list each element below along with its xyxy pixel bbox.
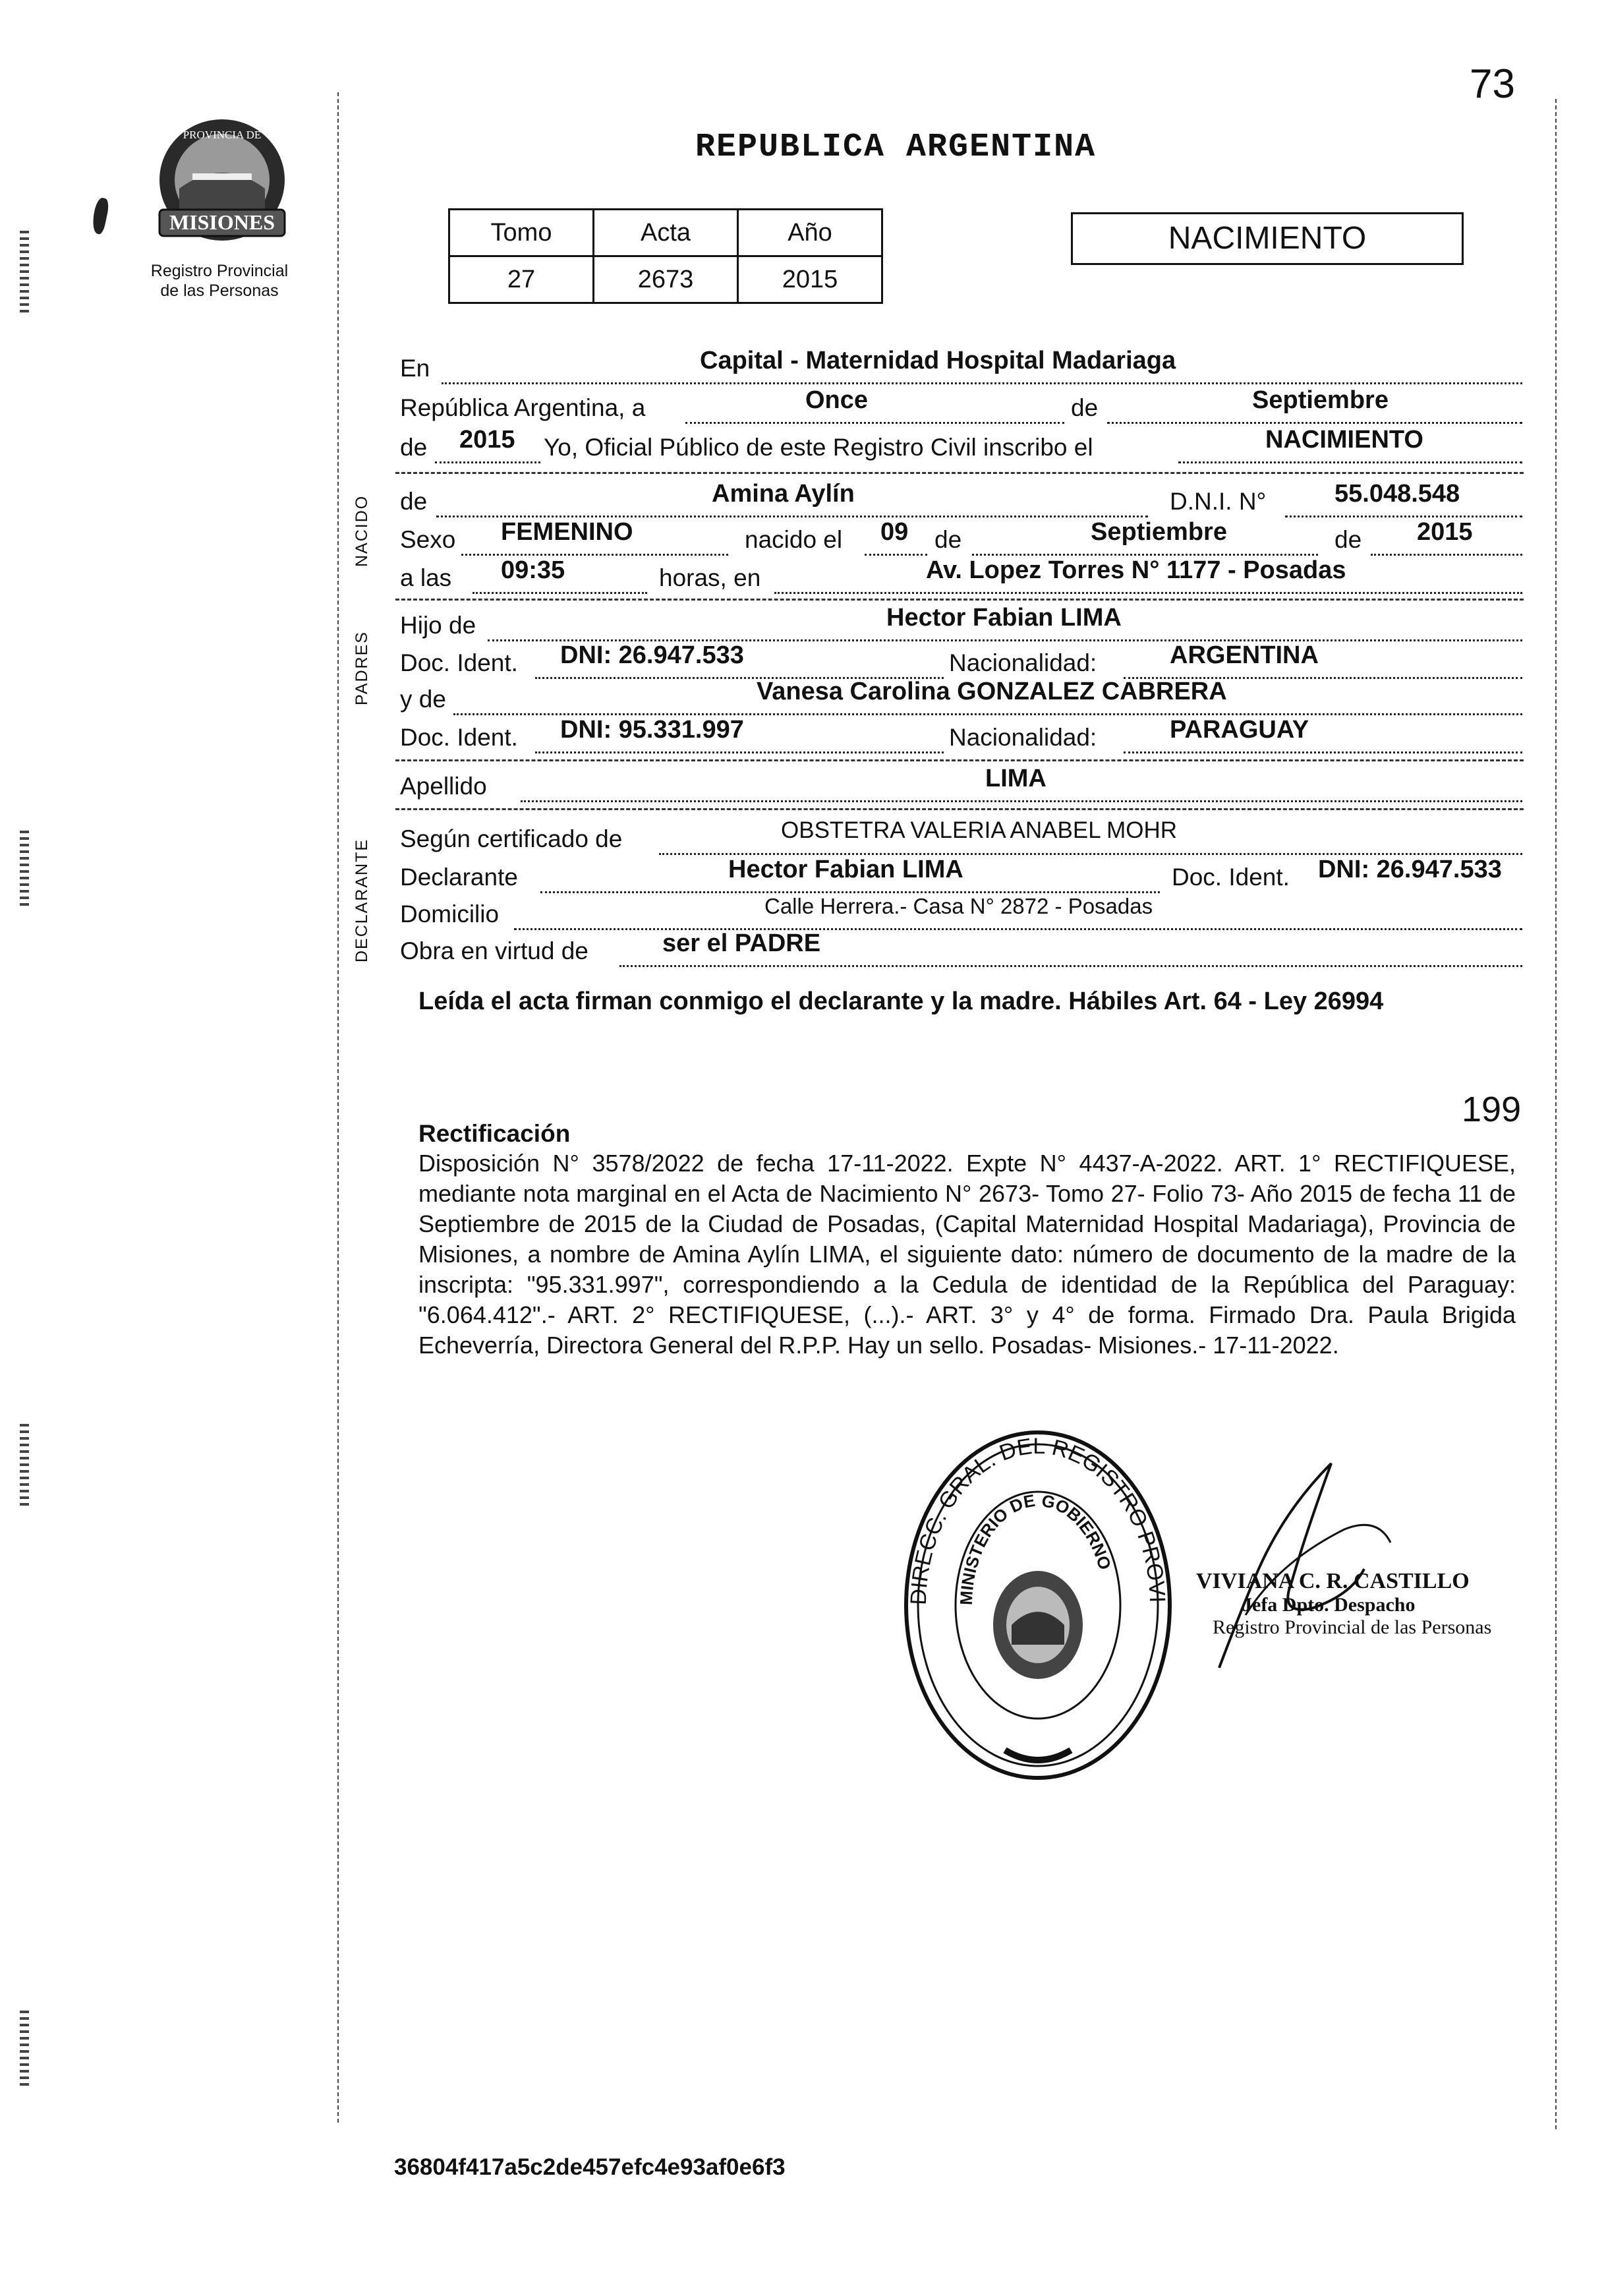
ink-mark <box>90 197 111 235</box>
page-title: REPUBLICA ARGENTINA <box>695 129 1097 166</box>
surname-label: Apellido <box>400 773 487 800</box>
header-acta: Acta <box>594 210 738 256</box>
logo-banner-text: MISIONES <box>169 210 275 234</box>
value-acta: 2673 <box>594 256 738 303</box>
reference-header-row <box>449 210 882 256</box>
cert-value: OBSTETRA VALERIA ANABEL MOHR <box>781 817 1178 843</box>
birth-month: Septiembre <box>1091 518 1227 546</box>
mother-doc-dots <box>535 751 944 753</box>
hijo-label: Hijo de <box>400 612 476 639</box>
right-margin-rule <box>1555 99 1557 2129</box>
logo-arc-text: PROVINCIA DE <box>183 129 262 141</box>
section-label-nacido: NACIDO <box>353 494 371 567</box>
address-dots <box>774 592 1522 594</box>
province-logo <box>146 111 298 256</box>
date-de-label: de <box>1071 394 1099 421</box>
separator-2 <box>395 599 1524 601</box>
birth-day: 09 <box>880 518 909 546</box>
section-label-declarante: DECLARANTE <box>353 838 371 962</box>
mother-dots <box>453 713 1522 715</box>
year-de-label: de <box>400 434 428 461</box>
official-seal <box>900 1427 1176 1783</box>
birth-day-dots <box>865 554 927 556</box>
obra-label: Obra en virtud de <box>400 937 588 964</box>
cert-dots <box>659 853 1522 855</box>
year-act-dots <box>1178 461 1522 463</box>
value-anio: 2015 <box>738 256 882 303</box>
child-name-dots <box>436 515 1148 517</box>
obra-value: ser el PADRE <box>662 929 821 957</box>
birth-de2-label: de <box>1334 526 1362 553</box>
time-label: a las <box>400 564 452 591</box>
left-margin-rule <box>337 92 339 2123</box>
father-nationality: ARGENTINA <box>1170 641 1319 669</box>
surname-value: LIMA <box>985 765 1047 792</box>
mother-nat-dots <box>1124 751 1522 753</box>
rectification-heading: Rectificación <box>418 1120 571 1147</box>
child-name: Amina Aylín <box>712 480 855 508</box>
signature-stamp <box>1196 1569 1491 1639</box>
child-dni-label: D.N.I. N° <box>1170 488 1267 515</box>
reference-table <box>448 208 883 304</box>
mother-name: Vanesa Carolina GONZALEZ CABRERA <box>757 678 1227 705</box>
page-number: 73 <box>1470 61 1515 107</box>
time-value: 09:35 <box>501 556 565 584</box>
domicile-label: Domicilio <box>400 900 500 927</box>
reference-value-row <box>449 256 882 303</box>
nacido-label: nacido el <box>745 526 843 553</box>
date-day: Once <box>805 386 869 414</box>
separator-4 <box>395 808 1524 810</box>
year-value: 2015 <box>459 426 515 454</box>
birth-year: 2015 <box>1417 518 1473 546</box>
place-value: Capital - Maternidad Hospital Madariaga <box>700 347 1176 374</box>
declarant-dots <box>540 891 1160 893</box>
child-dni-dots <box>1285 515 1522 517</box>
header-anio: Año <box>738 210 882 256</box>
stamp-role: Jefa Dpto. Despacho <box>1242 1594 1416 1616</box>
logo-caption-line2: de las Personas <box>160 281 279 300</box>
seal-inner-textpath: MINISTERIO DE GOBIERNO <box>956 1490 1116 1606</box>
obra-dots <box>619 965 1522 967</box>
act-type-box: NACIMIENTO <box>1071 212 1464 265</box>
sexo-label: Sexo <box>400 526 456 553</box>
mother-doc: DNI: 95.331.997 <box>560 716 744 744</box>
declarant-doc-label: Doc. Ident. <box>1172 864 1290 891</box>
rectification-text: Disposición N° 3578/2022 de fecha 17-11-2022. Expte N° 4437-A-2022. ART. 1° RECTIFIQUESE, mediante nota marginal en el Acta de Nacimiento N° 2673- Tomo 27- Folio 73- Año 2015 de fecha 11 de Septiembre de 2015 de la Ciudad de Posadas, (Capital Maternidad Hospital Madariaga), Provincia de Misiones, a nombre de Amina Aylín LIMA, el siguiente dato: número de documento de la madre de la inscripta: "95.331.997", correspondiendo a la Cedula de identidad de la República del Paraguay: "6.064.412".- ART. 2° RECTIFIQUESE, (...).- ART. 3° y 4° de forma. Firmado Dra. Paula Brigida Echeverría, Directora General del R.P.P. Hay un sello. Posadas- Misiones.- 17-11-2022. <box>418 1150 1516 1359</box>
horas-label: horas, en <box>659 564 761 591</box>
sexo-dots <box>461 554 728 556</box>
section-label-padres: PADRES <box>353 631 371 705</box>
left-margin-marks <box>20 218 46 2195</box>
mother-nationality: PARAGUAY <box>1170 716 1309 744</box>
declarant-name: Hector Fabian LIMA <box>728 856 963 883</box>
place-label: En <box>400 355 430 382</box>
child-dni: 55.048.548 <box>1334 480 1460 508</box>
separator-1 <box>395 472 1524 474</box>
birth-address: Av. Lopez Torres N° 1177 - Posadas <box>926 556 1346 584</box>
header-tomo: Tomo <box>449 210 594 256</box>
child-de-label: de <box>400 488 428 515</box>
logo-caption-line1: Registro Provincial <box>150 262 289 280</box>
domicile-value: Calle Herrera.- Casa N° 2872 - Posadas <box>764 894 1153 918</box>
date-month: Septiembre <box>1252 386 1389 414</box>
year-dots <box>435 461 540 463</box>
separator-3 <box>395 759 1524 761</box>
closing-note: Leída el acta firman conmigo el declarante y la madre. Hábiles Art. 64 - Ley 26994 <box>418 987 1384 1015</box>
value-tomo: 27 <box>449 256 594 303</box>
document-hash: 36804f417a5c2de457efc4e93af0e6f3 <box>394 2154 786 2180</box>
declarant-label: Declarante <box>400 864 518 891</box>
date-month-dots <box>1107 422 1522 424</box>
birth-de1-label: de <box>934 526 962 553</box>
sexo-value: FEMENINO <box>501 518 633 546</box>
father-name: Hector Fabian LIMA <box>886 604 1122 632</box>
stamp-office: Registro Provincial de las Personas <box>1213 1616 1492 1638</box>
year-act-value: NACIMIENTO <box>1265 426 1423 454</box>
mother-nat-label: Nacionalidad: <box>949 724 1097 751</box>
declarant-doc: DNI: 26.947.533 <box>1318 856 1502 883</box>
birth-year-dots <box>1371 554 1522 556</box>
father-doc: DNI: 26.947.533 <box>560 641 744 669</box>
date-label: República Argentina, a <box>400 394 646 421</box>
place-dots <box>442 382 1522 384</box>
seal-outer-textpath: DIRECC. GRAL. DEL REGISTRO PROVI <box>905 1433 1170 1606</box>
mother-doc-label: Doc. Ident. <box>400 724 518 751</box>
logo-caption <box>117 261 322 301</box>
date-day-dots <box>685 422 1064 424</box>
yde-label: y de <box>400 686 446 713</box>
father-doc-label: Doc. Ident. <box>400 649 518 676</box>
year-text: Yo, Oficial Público de este Registro Civil inscribo el <box>544 434 1093 461</box>
stamp-name: VIVIANA C. R. CASTILLO <box>1196 1569 1470 1593</box>
folio-number: 199 <box>1462 1090 1522 1129</box>
surname-dots <box>521 800 1522 802</box>
time-dots <box>473 592 647 594</box>
cert-label: Según certificado de <box>400 825 623 852</box>
father-nat-label: Nacionalidad: <box>949 649 1097 676</box>
birth-month-dots <box>972 554 1318 556</box>
